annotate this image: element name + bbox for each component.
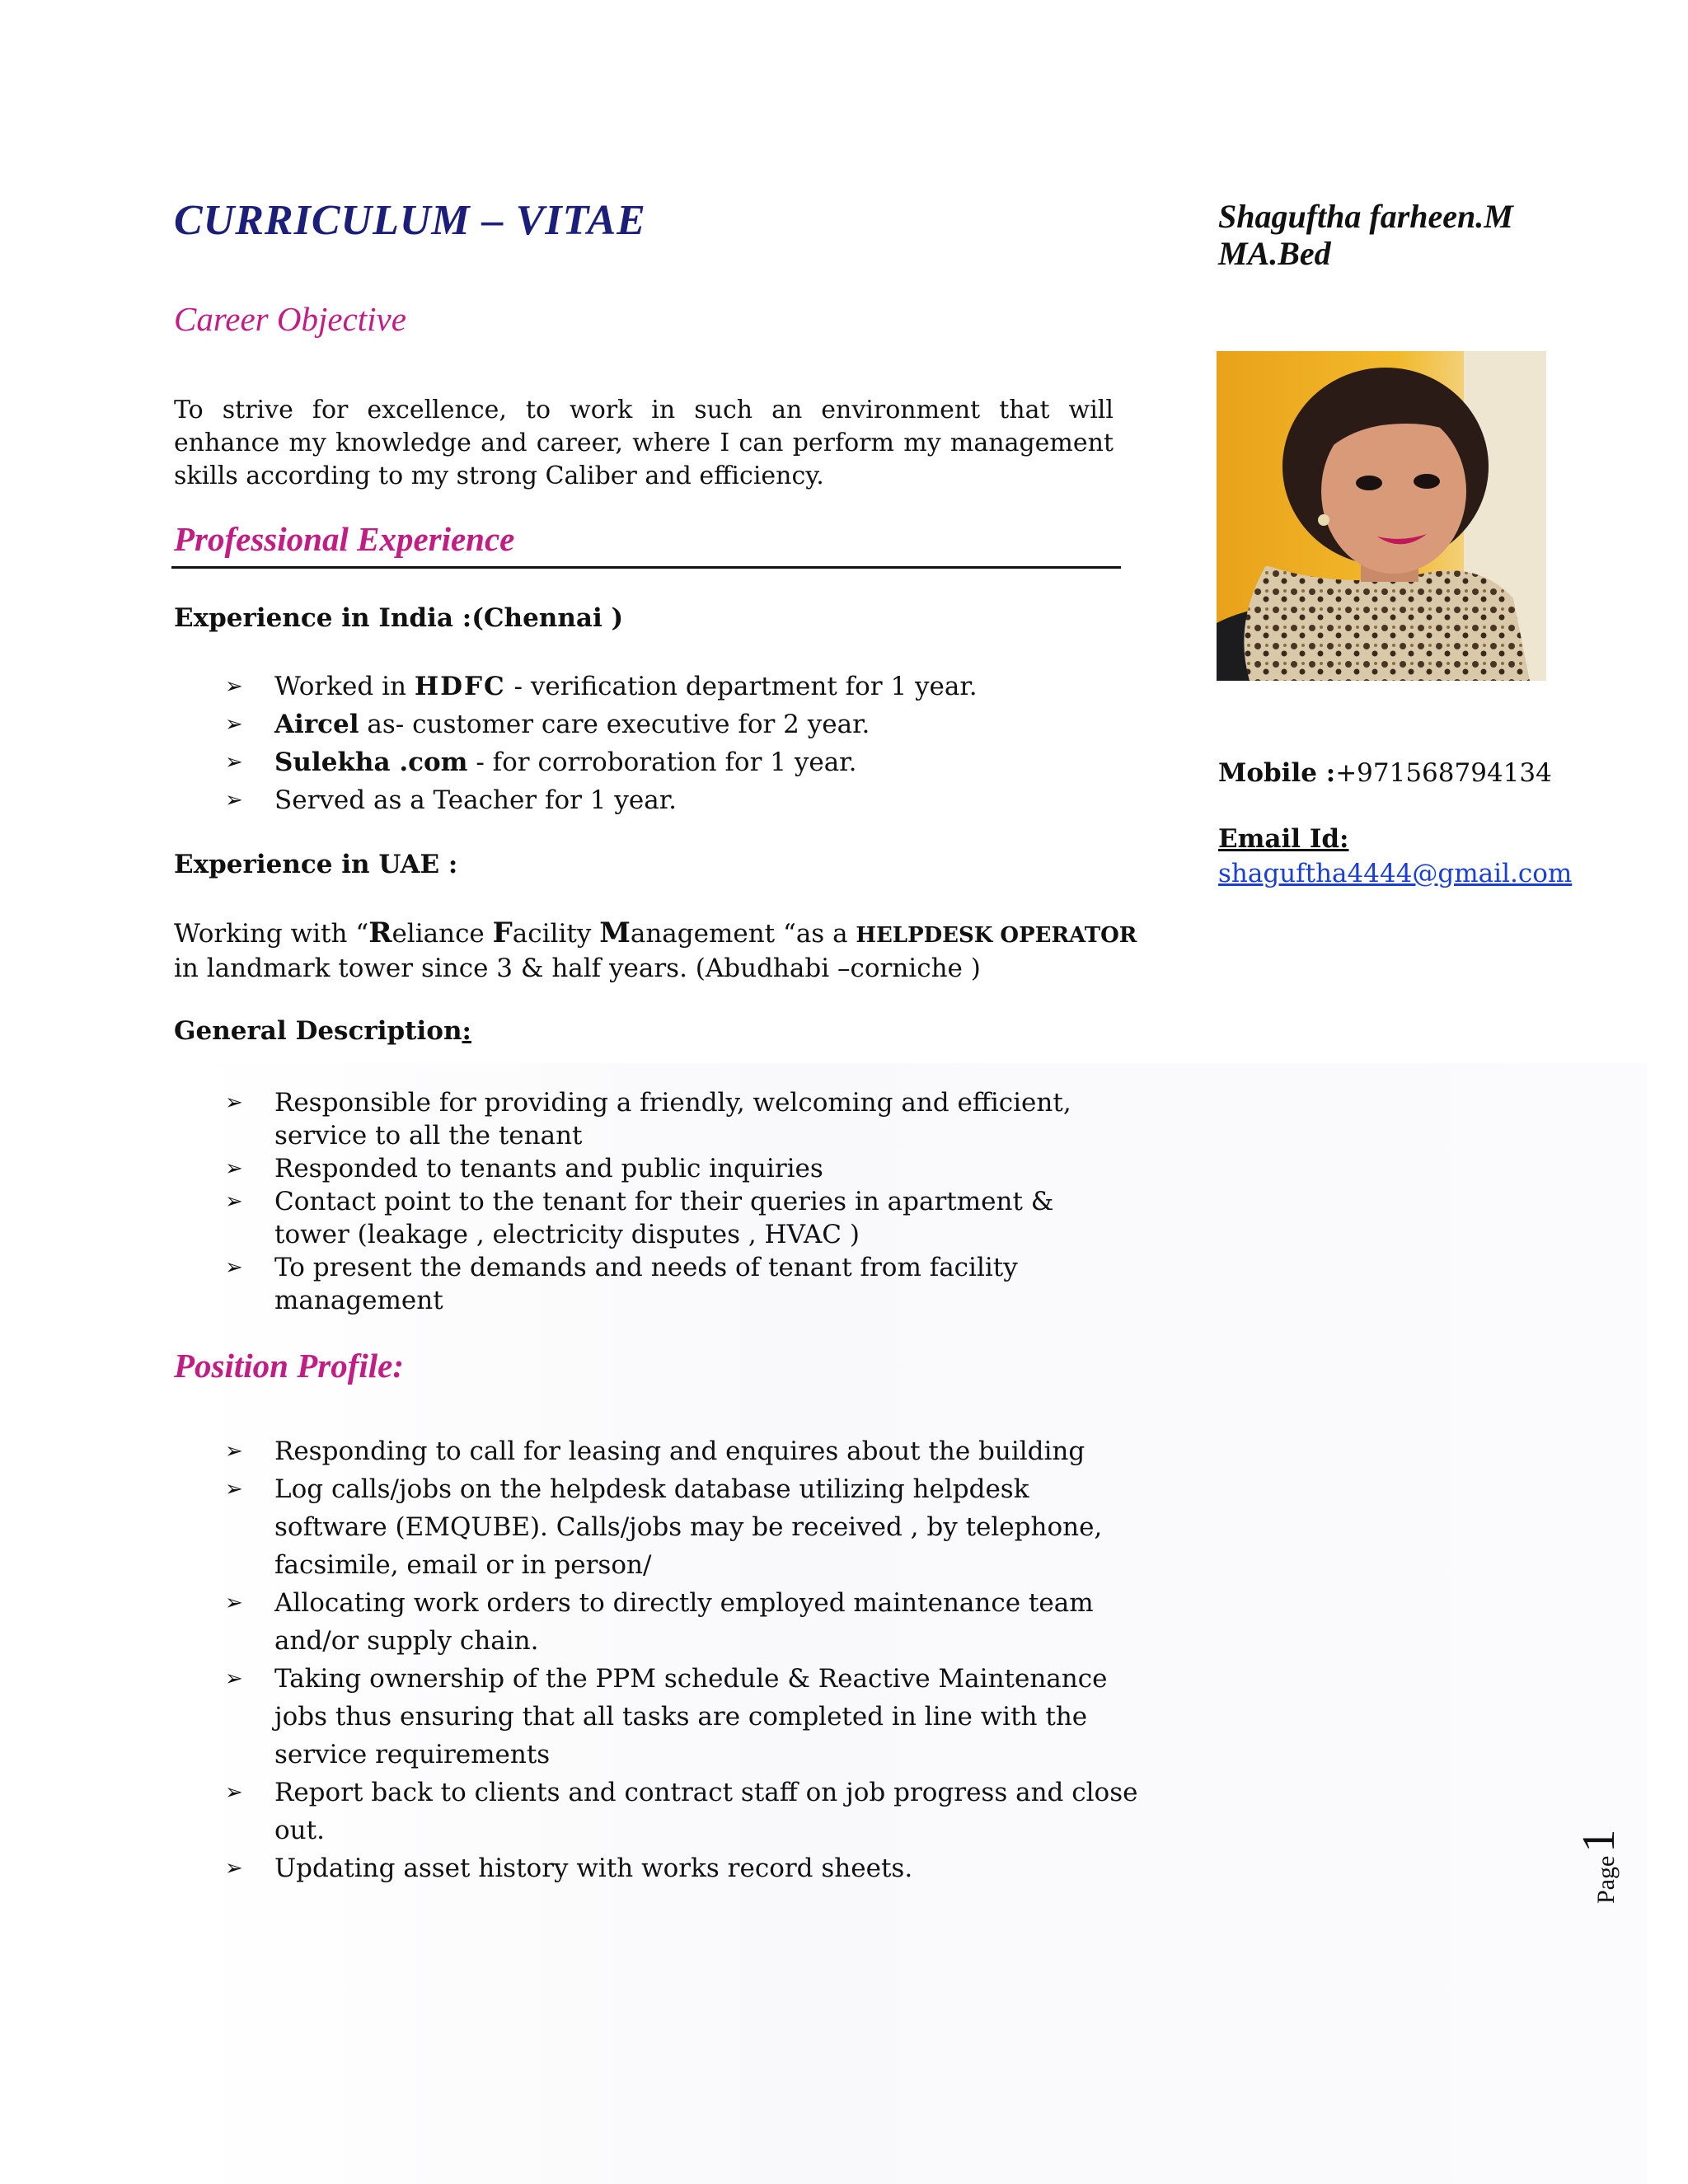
list-item: ➢ Served as a Teacher for 1 year. [225, 785, 677, 815]
list-item: ➢ Updating asset history with works record sheets. [174, 1849, 1137, 1887]
arrowhead-bullet-icon: ➢ [225, 1780, 243, 1805]
position-profile-list [174, 1432, 1137, 1887]
arrowhead-bullet-icon: ➢ [225, 788, 243, 813]
list-item: ➢ Worked in HDFC - verification department for 1 year. [225, 672, 978, 701]
position-profile-heading: Position Profile: [174, 1347, 405, 1385]
uae-experience-text [174, 916, 1137, 985]
list-item: ➢ Responding to call for leasing and enquires about the building [174, 1432, 1137, 1470]
email-line [1218, 859, 1572, 888]
arrowhead-bullet-icon: ➢ [225, 712, 243, 737]
uae-experience-line: Working with “Reliance Facility Management “as a HELPDESK OPERATOR [174, 916, 1137, 949]
list-item: ➢ Responded to tenants and public inquiries [225, 1154, 823, 1183]
candidate-name: Shaguftha farheen.M [1218, 198, 1513, 235]
email-link[interactable]: shaguftha4444@gmail.com [1218, 859, 1573, 888]
career-objective-line: skills according to my strong Caliber and efficiency. [174, 462, 824, 490]
arrowhead-bullet-icon: ➢ [225, 1189, 243, 1214]
arrowhead-bullet-icon: ➢ [225, 1156, 243, 1181]
general-description-heading: General Description: [174, 1016, 471, 1046]
india-experience-list [174, 670, 978, 817]
arrowhead-bullet-icon: ➢ [225, 1090, 243, 1115]
page-number: 1 [1573, 1829, 1625, 1853]
arrowhead-bullet-icon: ➢ [225, 1856, 243, 1881]
experience-uae-heading: Experience in UAE : [174, 850, 458, 879]
list-item: ➢ Sulekha .com - for corroboration for 1 year. [225, 748, 857, 777]
page-word: Page [1592, 1855, 1620, 1904]
professional-experience-heading: Professional Experience [174, 520, 515, 558]
document-title: CURRICULUM – VITAE [174, 197, 646, 244]
arrowhead-bullet-icon: ➢ [225, 1477, 243, 1502]
mobile-line [1218, 758, 1552, 788]
list-item: ➢ To present the demands and needs of tenant from facility management [225, 1253, 1018, 1315]
career-objective-text [174, 394, 1114, 493]
arrowhead-bullet-icon: ➢ [225, 750, 243, 775]
section-divider [171, 566, 1121, 569]
list-item: ➢ Report back to clients and contract staff on job progress and close out. [174, 1774, 1137, 1849]
list-item: ➢ Responsible for providing a friendly, welcoming and efficient, service to all the tenant [225, 1088, 1071, 1151]
arrowhead-bullet-icon: ➢ [225, 674, 243, 699]
mobile-label: Mobile : [1218, 758, 1336, 788]
arrowhead-bullet-icon: ➢ [225, 1666, 243, 1691]
arrowhead-bullet-icon: ➢ [225, 1591, 243, 1615]
candidate-qualification: MA.Bed [1218, 235, 1331, 272]
list-item: ➢ Taking ownership of the PPM schedule & Reactive Maintenance jobs thus ensuring that all tasks are completed in line with the service requirements [174, 1660, 1137, 1774]
email-label: Email Id: [1218, 824, 1349, 854]
general-description-list [174, 1086, 1071, 1317]
list-item: ➢ Allocating work orders to directly employed maintenance team and/or supply chain. [174, 1584, 1137, 1660]
profile-photo [1217, 351, 1546, 681]
page-number-label [1573, 1813, 1625, 1904]
list-item: ➢ Log calls/jobs on the helpdesk database utilizing helpdesk software (EMQUBE). Calls/jobs may be received , by telephone, facsimile, email or in person/ [174, 1470, 1137, 1584]
experience-india-heading [174, 603, 623, 633]
career-objective-heading: Career Objective [174, 300, 406, 338]
experience-india-label: Experience in India : [174, 603, 472, 633]
career-objective-line: enhance my knowledge and career, where I can perform my management [174, 429, 1114, 457]
uae-experience-line: in landmark tower since 3 & half years. (Abudhabi –corniche ) [174, 954, 981, 983]
experience-india-city: (Chennai ) [471, 603, 624, 633]
arrowhead-bullet-icon: ➢ [225, 1439, 243, 1464]
candidate-name-block [1218, 198, 1513, 272]
arrowhead-bullet-icon: ➢ [225, 1255, 243, 1280]
list-item: ➢ Aircel as- customer care executive for 2 year. [225, 710, 870, 739]
career-objective-line: To strive for excellence, to work in such an environment that will [174, 396, 1114, 424]
email-label-line [1218, 824, 1348, 854]
mobile-value: +971568794134 [1335, 758, 1552, 788]
role-title: HELPDESK OPERATOR [856, 923, 1137, 948]
list-item: ➢ Contact point to the tenant for their queries in apartment & tower (leakage , electricity disputes , HVAC ) [225, 1187, 1054, 1249]
portrait-illustration [1217, 351, 1546, 681]
